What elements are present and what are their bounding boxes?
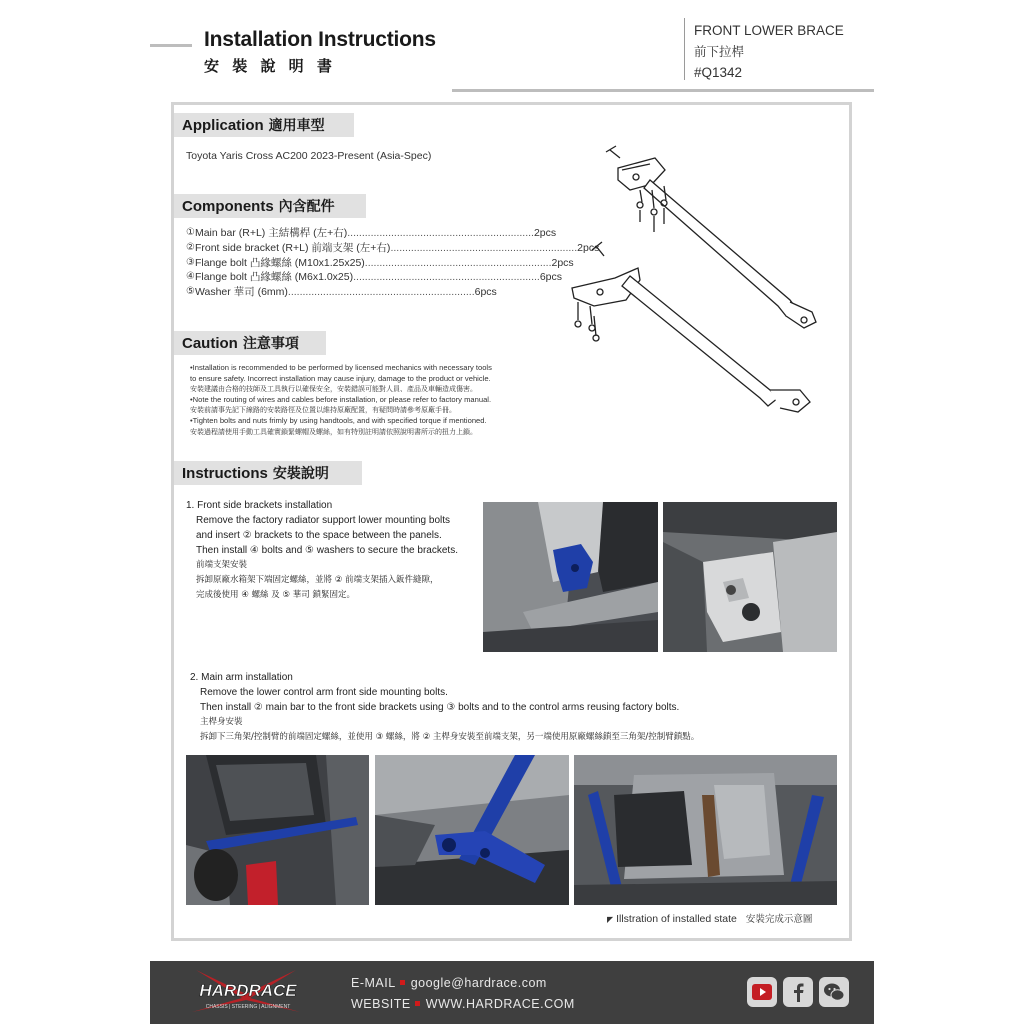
product-name-en: FRONT LOWER BRACE (694, 23, 844, 38)
application-heading-zh: 適用車型 (268, 118, 325, 134)
header-rule-left (150, 44, 192, 47)
email-link[interactable]: google@hardrace.com (410, 976, 547, 990)
application-heading (174, 113, 354, 137)
item-qty: 2pcs (533, 227, 557, 239)
components-list (186, 226, 600, 300)
item-desc: Flange bolt 凸緣螺絲 (M10x1.25x25) (194, 256, 365, 269)
step-2-photo-left (186, 755, 369, 905)
instructions-heading (174, 461, 362, 485)
step-2-photo-right (574, 755, 837, 905)
item-number: ⑤ (186, 286, 195, 298)
youtube-icon[interactable] (747, 977, 777, 1007)
application-heading-en: Application (182, 116, 264, 134)
list-item: ④ Flange bolt 凸緣螺絲 (M6x1.0x25) ................................................................ 6pcs (186, 271, 563, 284)
caution-text (190, 363, 560, 437)
main-bar-lower-drawing (572, 242, 810, 412)
item-desc: Flange bolt 凸緣螺絲 (M6x1.0x25) (194, 271, 354, 284)
instructions-heading-zh: 安裝說明 (272, 466, 329, 482)
components-heading-zh: 內含配件 (278, 199, 335, 215)
facebook-icon[interactable] (783, 977, 813, 1007)
step-1-zh-line: 完成後使用 ④ 螺絲 及 ⑤ 華司 鎖緊固定。 (196, 590, 355, 600)
caution-line: 安裝建議由合格的技師及工具執行以確保安全，安裝錯誤可能對人員、產品及車輛造成傷害。 (190, 385, 477, 394)
caption-arrow-icon: ◤ (607, 915, 614, 924)
components-heading (174, 194, 366, 218)
header-rule-right (452, 89, 874, 92)
main-bar-upper-drawing (606, 146, 816, 328)
step-1-line: and insert ② brackets to the space between the panels. (196, 530, 442, 541)
step-1-line: Then install ④ bolts and ⑤ washers to secure the brackets. (196, 545, 458, 556)
caution-line: •Tighten bolts and nuts frimly by using handtools, and with specified torque if mentioned. (190, 415, 487, 425)
installed-caption (607, 911, 812, 925)
step-2-line: Remove the lower control arm front side mounting bolts. (200, 687, 448, 698)
step-1-zh-line: 拆卸原廠水箱架下端固定螺絲，並將 ② 前端支架插入鈑件縫隙， (196, 575, 439, 585)
caption-zh: 安裝完成示意圖 (745, 914, 813, 925)
caution-line: •Note the routing of wires and cables before installation, or please refer to factory manual. (190, 394, 492, 404)
caution-line: to ensure safety. Incorrect installation may cause injury, damage to the product or vehicle. (190, 373, 491, 383)
list-item: ③ Flange bolt 凸緣螺絲 (M10x1.25x25) ................................................................ 2pcs (186, 256, 574, 269)
step-2-photo-middle (375, 755, 569, 905)
components-heading-en: Components (182, 197, 274, 215)
step-2-title: 2. Main arm installation (190, 672, 293, 683)
list-item: ⑤ Washer 華司 (6mm) ................................................................ 6pcs (186, 286, 497, 299)
step-1-line: Remove the factory radiator support lower mounting bolts (196, 515, 451, 526)
item-desc: Front side bracket (R+L) 前端支架 (左+右) (194, 241, 391, 254)
item-desc: Main bar (R+L) 主結構桿 (左+右) (194, 227, 348, 239)
caution-heading (174, 331, 326, 355)
item-qty: 6pcs (539, 271, 563, 284)
product-code: #Q1342 (694, 65, 743, 80)
application-vehicle: Toyota Yaris Cross AC200 2023-Present (Asia-Spec) (186, 150, 432, 162)
website-link[interactable]: WWW.HARDRACE.COM (425, 997, 575, 1011)
item-number: ④ (186, 271, 195, 283)
footer-website-row: WEBSITE WWW.HARDRACE.COM (351, 997, 575, 1011)
step-1-photo-bolts (663, 502, 837, 652)
instructions-heading-en: Instructions (182, 464, 268, 482)
caution-line: 安裝前請事先記下線路的安裝路徑及位置以維持原廠配置，有疑問時請參考原廠手冊。 (190, 406, 456, 415)
item-qty: 2pcs (577, 241, 600, 254)
step-2 (190, 670, 810, 745)
page-title: Installation Instructions (204, 28, 436, 51)
wechat-icon[interactable] (819, 977, 849, 1007)
caution-line: 安裝過程請使用手動工具確實鎖緊螺帽及螺絲，如有特別註明請依照說明書所示的扭力上鎖。 (190, 427, 477, 436)
item-number: ③ (186, 256, 195, 268)
page-subtitle: 安 裝 說 明 書 (204, 57, 336, 75)
step-1-zh-title: 前端支架安裝 (196, 560, 248, 570)
step-2-line: Then install ② main bar to the front side brackets using ③ bolts and to the control arms reusing factory bolts. (200, 702, 680, 713)
caution-heading-en: Caution (182, 334, 238, 352)
hardrace-logo (176, 968, 321, 1014)
step-2-zh-title: 主桿身安裝 (200, 717, 243, 727)
parts-diagram (560, 140, 830, 420)
list-item: ② Front side bracket (R+L) 前端支架 (左+右) ................................................................ 2pcs (186, 241, 600, 254)
brand-text: HARDRACE (199, 981, 297, 1000)
header-divider (684, 18, 685, 80)
caution-line: •Installation is recommended to be performed by licensed mechanics with necessary tools (190, 363, 492, 372)
footer-contact (351, 973, 575, 1015)
step-1-title: 1. Front side brackets installation (186, 500, 333, 511)
product-info (694, 20, 844, 83)
footer-email-row: E-MAIL google@hardrace.com (351, 976, 547, 990)
step-2-zh-line: 拆卸下三角架/控制臂的前端固定螺絲，並使用 ③ 螺絲，將 ② 主桿身安裝至前端支架，另一端使用原廠螺絲鎖至三角架/控制臂鎖點。 (200, 732, 700, 742)
item-qty: 2pcs (551, 256, 574, 269)
brand-tagline: CHASSIS | STEERING | ALIGNMENT (205, 1004, 291, 1010)
item-qty: 6pcs (474, 286, 497, 299)
item-number: ② (186, 241, 195, 253)
item-number: ① (186, 227, 195, 238)
list-item: ① Main bar (R+L) 主結構桿 (左+右) ................................................................ 2pcs (186, 227, 557, 239)
product-name-zh: 前下拉桿 (694, 44, 745, 59)
step-1-photo-bracket (483, 502, 658, 652)
item-desc: Washer 華司 (6mm) (194, 286, 288, 299)
caption-en: Illstration of installed state (616, 913, 737, 925)
caution-heading-zh: 注意事項 (242, 336, 299, 352)
step-1 (186, 498, 478, 603)
